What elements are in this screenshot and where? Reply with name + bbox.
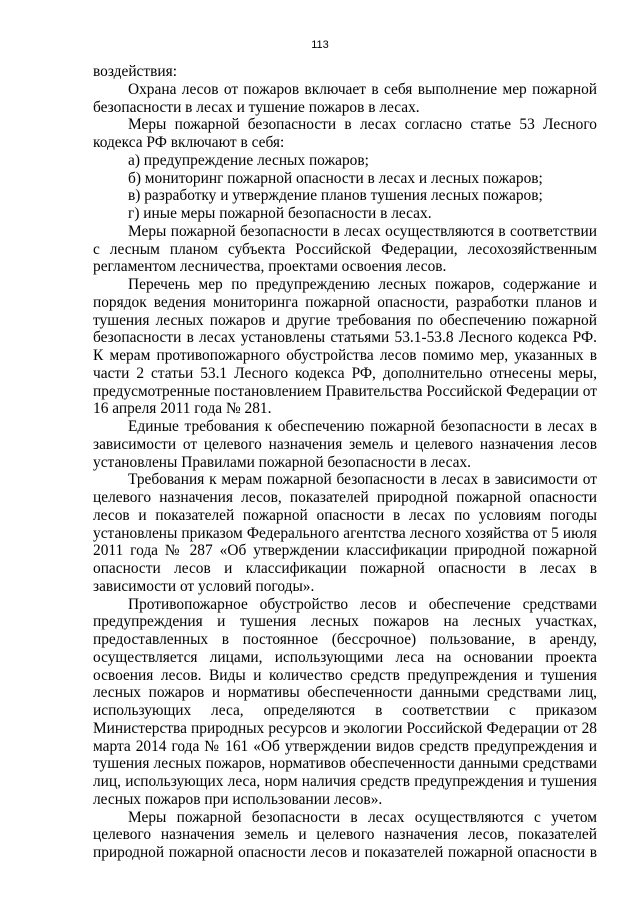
- paragraph: воздействия:: [93, 63, 177, 80]
- list-item: а) предупреждение лесных пожаров;: [128, 151, 369, 169]
- list-item: в) разработку и утверждение планов тушения лесных пожаров;: [128, 187, 543, 205]
- paragraph: Меры пожарной безопасности в лесах согласно статье 53 Лесного кодекса РФ включают в себя:: [93, 116, 597, 151]
- document-body: [93, 63, 597, 862]
- paragraph: Охрана лесов от пожаров включает в себя выполнение мер пожарной безопасности в лесах и тушение пожаров в лесах.: [93, 80, 597, 116]
- paragraph: Меры пожарной безопасности в лесах осуществляются в соответствии с лесным планом субъекта Российской Федерации, лесохозяйственным регламентом лесничества, проектами освоения лесов.: [93, 222, 597, 276]
- paragraph: Противопожарное обустройство лесов и обеспечение средствами предупреждения и тушения лесных пожаров на лесных участках, предоставленных в постоянное (бессрочное) пользование, в аренду, осуществляется лицами, использующими леса на основании проекта освоения лесов. Виды и количество средств предупреждения и тушения лесных пожаров и нормативы обеспеченности данными средствами лиц, использующих леса, определяются в соответствии с приказом Министерства природных ресурсов и экологии Российской Федерации от 28 марта 2014 года № 161 «Об утверждении видов средств предупреждения и тушения лесных пожаров, нормативов обеспеченности данными средствами лиц, использующих леса, норм наличия средств предупреждения и тушения лесных пожаров при использовании лесов».: [93, 595, 597, 808]
- paragraph: Перечень мер по предупреждению лесных пожаров, содержание и порядок ведения мониторинга пожарной опасности, разработки планов и тушения лесных пожаров и другие требования по обеспечению пожарной безопасности в лесах установлены статьями 53.1-53.8 Лесного кодекса РФ. К мерам противопожарного обустройства лесов помимо мер, указанных в части 2 статьи 53.1 Лесного кодекса РФ, дополнительно отнесены меры, предусмотренные постановлением Правительства Российской Федерации от 16 апреля 2011 года № 281.: [93, 276, 597, 418]
- list-item: б) мониторинг пожарной опасности в лесах и лесных пожаров;: [128, 169, 543, 187]
- paragraph: Единые требования к обеспечению пожарной безопасности в лесах в зависимости от целевого назначения земель и целевого назначения лесов установлены Правилами пожарной безопасности в лесах.: [93, 418, 597, 471]
- paragraph: Меры пожарной безопасности в лесах осуществляются с учетом целевого назначения земель и целевого назначения лесов, показателей природной пожарной опасности лесов и показателей пожарной опасности в: [93, 808, 597, 861]
- list-item: г) иные меры пожарной безопасности в лесах.: [128, 205, 432, 222]
- page-number: 113: [311, 39, 329, 51]
- paragraph: Требования к мерам пожарной безопасности в лесах в зависимости от целевого назначения лесов, показателей природной пожарной опасности лесов и показателей пожарной опасности в лесах по условиям погоды установлены приказом Федерального агентства лесного хозяйства от 5 июля 2011 года № 287 «Об утверждении классификации природной пожарной опасности лесов и классификации пожарной опасности в лесах в зависимости от условий погоды».: [93, 471, 597, 595]
